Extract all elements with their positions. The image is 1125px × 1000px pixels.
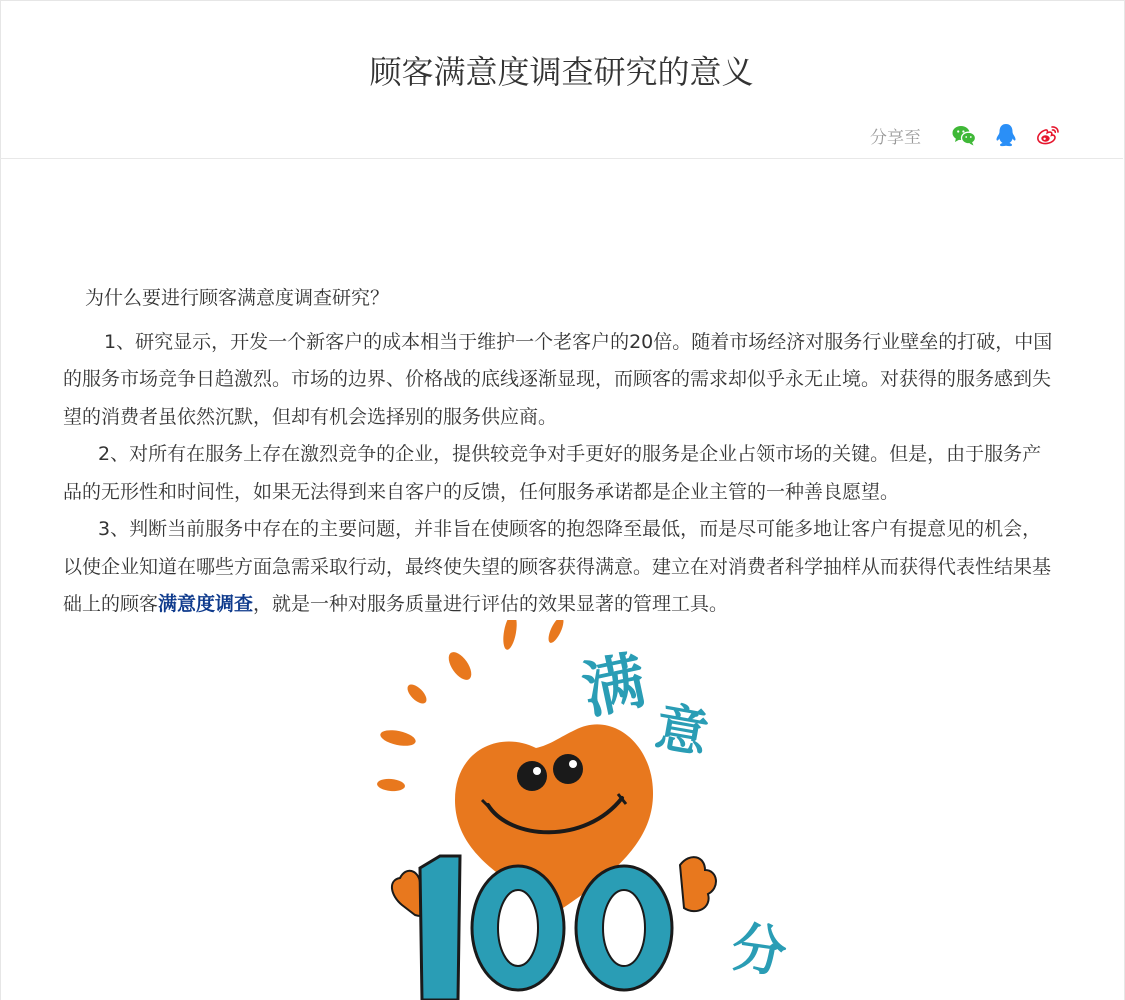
article-paragraph-3 <box>63 511 1058 624</box>
paragraph-3-text-after: ，就是一种对服务质量进行评估的效果显著的管理工具。 <box>253 593 729 615</box>
article-question: 为什么要进行顾客满意度调查研究？ <box>85 287 390 309</box>
right-hand <box>680 857 716 911</box>
illustration-text-yi: 意 <box>650 696 713 766</box>
right-eye <box>553 754 583 784</box>
wechat-icon[interactable] <box>951 122 977 148</box>
score-100 <box>420 856 672 1000</box>
illustration-text-man: 满 <box>576 643 653 728</box>
share-label: 分享至 <box>870 127 921 148</box>
article-title: 顾客满意度调查研究的意义 <box>369 53 754 91</box>
article-paragraph-1: 1、研究显示，开发一个新客户的成本相当于维护一个老客户的20倍。随着市场经济对服务行业壁垒的打破，中国的服务市场竞争日趋激烈。市场的边界、价格战的底线逐渐显现，而顾客的需求却似乎永无止境。对获得的服务感到失望的消费者虽依然沉默，但却有机会选择别的服务供应商。 <box>63 330 1053 428</box>
keyword-link[interactable]: 满意度调查 <box>158 593 254 615</box>
article-header <box>0 0 1123 159</box>
satisfaction-illustration <box>360 620 820 1000</box>
article-paragraph-2: 2、对所有在服务上存在激烈竞争的企业，提供较竞争对手更好的服务是企业占领市场的关键。但是，由于服务产品的无形性和时间性，如果无法得到来自客户的反馈，任何服务承诺都是企业主管的一种善良愿望。 <box>63 443 1042 503</box>
weibo-icon[interactable] <box>1035 122 1061 148</box>
article-body <box>63 280 1058 624</box>
left-eye <box>517 761 547 791</box>
qq-icon[interactable] <box>993 122 1019 148</box>
share-bar <box>870 120 1061 150</box>
illustration-text-fen: 分 <box>727 914 791 986</box>
paragraph-3-text-before: 3、判断当前服务中存在的主要问题，并非旨在使顾客的抱怨降至最低，而是尽可能多地让客户有提意见的机会，以使企业知道在哪些方面急需采取行动，最终使失望的顾客获得满意。建立在对消费者科学抽样从而获得代表性结果基础上的顾客 <box>63 518 1052 615</box>
